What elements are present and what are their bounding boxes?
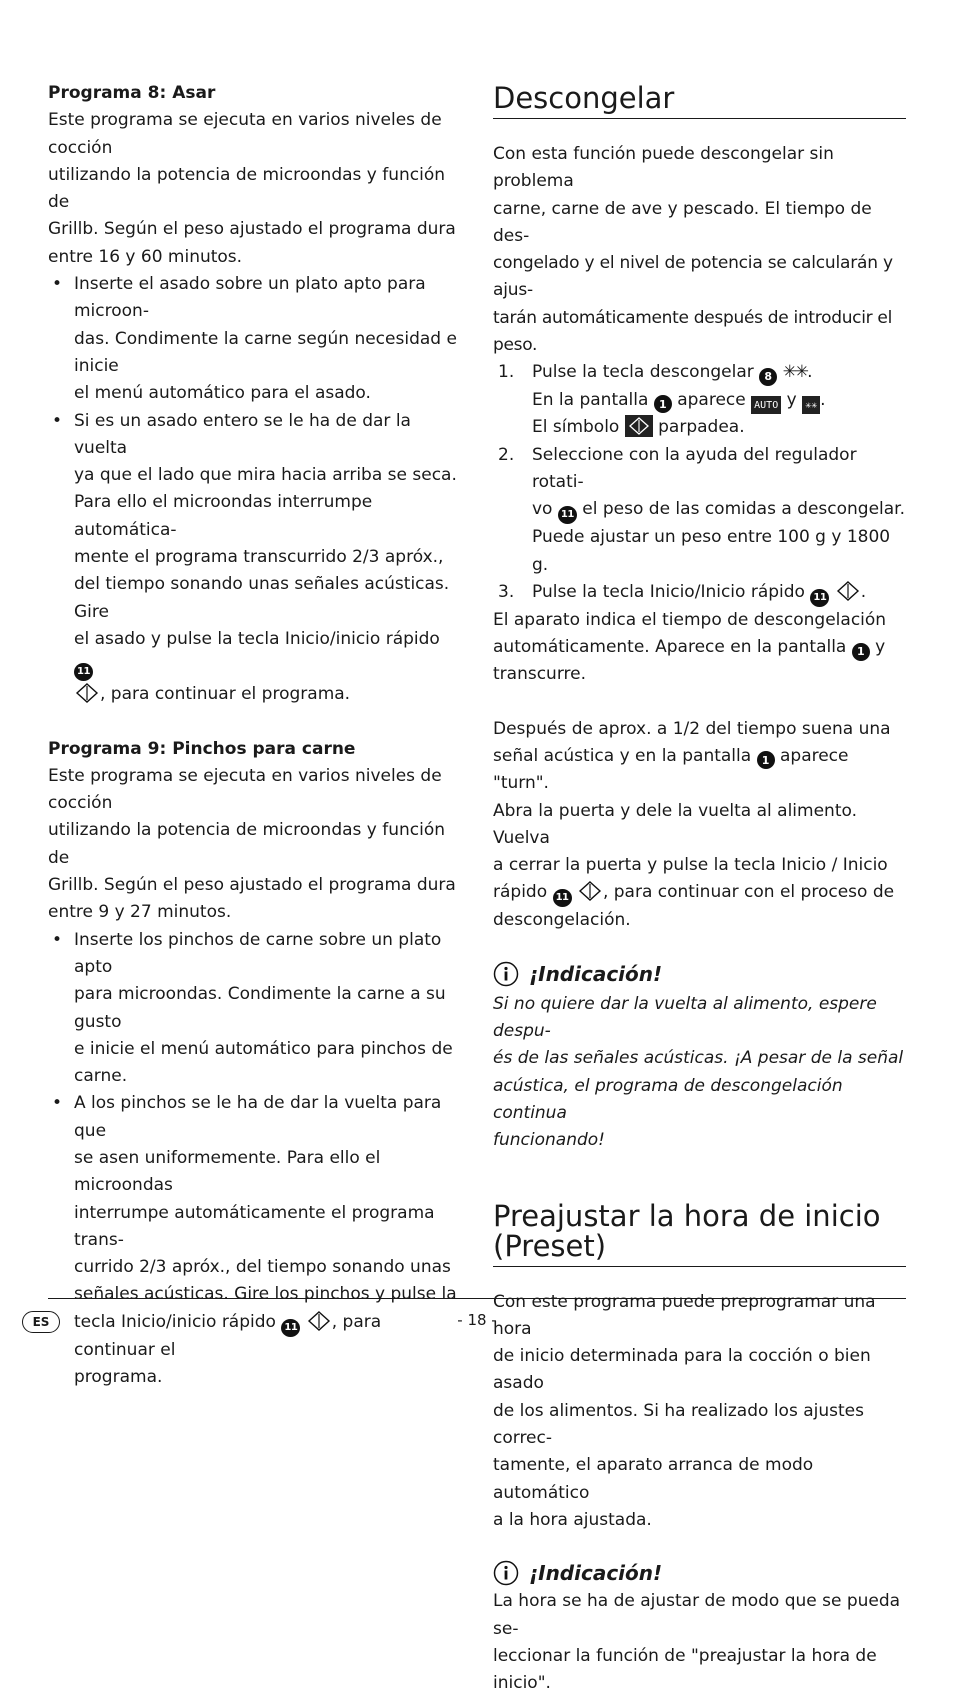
note-text: La hora se ha de ajustar de modo que se pueda se- [493,1591,901,1639]
list-item: 1. Pulse la tecla descongelar 8 ✳✳. En la pantalla 1 aparece AUTO y ✳✳ . El símbolo parpadea. [498,362,826,438]
page-number: - 18 - [457,1311,497,1329]
marker-1-icon: 1 [852,643,870,661]
info-icon [493,961,519,987]
prog8-line: Este programa se ejecuta en varios niveles de cocción [48,110,442,158]
section-title-descongelar: Descongelar [493,83,906,119]
marker-1-icon: 1 [654,395,672,413]
list-item: • Inserte los pinchos de carne sobre un plato apto para microondas. Condimente la carne a su gusto e inicie el menú automático para pinchos de carne. [48,927,460,1091]
prog9-line: Grillb. Según el peso ajustado el programa dura [48,875,456,896]
descongelar-after: transcurre. [493,664,586,685]
prog9-line: entre 9 y 27 minutos. [48,902,232,923]
prog8-line: Grillb. Según el peso ajustado el programa dura [48,219,456,240]
descongelar-para: señal acústica y en la pantalla 1 aparece "turn". [493,745,849,794]
marker-11-icon: 11 [553,889,572,907]
marker-1-icon: 1 [757,751,775,769]
marker-11-icon: 11 [558,506,577,524]
descongelar-para: Abra la puerta y dele la vuelta al alimento. Vuelva [493,800,857,848]
note-text: Si no quiere dar la vuelta al alimento, espere despu- [493,993,877,1042]
descongelar-intro: Con esta función puede descongelar sin problema [493,144,834,192]
marker-11-icon: 11 [810,589,829,607]
prog8-bullets [48,271,460,708]
start-key-icon [835,580,861,602]
marker-8-icon: 8 [759,368,777,386]
prog8-title: Programa 8: Asar [48,83,216,103]
marker-11-icon: 11 [281,1319,300,1337]
descongelar-steps [493,359,906,606]
descongelar-intro: congelado y el nivel de potencia se calcularán y ajus- [493,253,893,301]
descongelar-para: rápido 11 , para continuar con el proceso de [493,879,906,907]
note-text: és de las señales acústicas. ¡A pesar de la señal [493,1048,904,1069]
list-item: 3. Pulse la tecla Inicio/Inicio rápido 11 . [493,579,906,607]
descongelar-intro: carne, carne de ave y pescado. El tiempo de des- [493,198,872,246]
preset-intro: de inicio determinada para la cocción o bien asado [493,1346,871,1394]
defrost-icon: ✳✳ [782,362,808,383]
prog9-line: Este programa se ejecuta en varios niveles de cocción [48,765,442,814]
left-column [48,80,460,1391]
right-column [493,80,906,1697]
note-text: funcionando! [493,1130,605,1151]
descongelar-para: Después de aprox. a 1/2 del tiempo suena una [493,718,891,739]
preset-intro: de los alimentos. Si ha realizado los ajustes correc- [493,1400,864,1449]
start-key-icon [577,880,603,902]
auto-display-icon: AUTO [751,396,781,414]
prog8-line: entre 16 y 60 minutos. [48,246,243,267]
prog9-line: utilizando la potencia de microondas y función de [48,820,446,868]
note-title: ¡Indicación! [493,959,906,989]
descongelar-para: descongelación. [493,910,631,931]
note-text: acústica, el programa de descongelación continua [493,1075,843,1123]
list-item: • A los pinchos se le ha de dar la vuelta para que se asen uniformemente. Para ello el microondas interrumpe automáticamente el programa trans- currido 2/3 apróx., del tiempo sonando unas señales acústicas. Gire los pinchos y pulse la tecla Inicio/inicio rápido 11 , para continuar el programa. [48,1090,460,1391]
list-item: • Inserte el asado sobre un plato apto para microon- das. Condimente la carne según necesidad e inicie el menú automático para el asado. [48,271,460,407]
list-item: 2. Seleccione con la ayuda del regulador rotati- vo 11 el peso de las comidas a descongelar. Puede ajustar un peso entre 100 g y 1800 g. [498,444,906,575]
note-title: ¡Indicación! [493,1558,906,1588]
preset-intro: a la hora ajustada. [493,1509,652,1530]
descongelar-intro: tarán automáticamente después de introducir el peso. [493,307,893,356]
preset-intro: Con este programa puede preprogramar una hora [493,1291,876,1339]
preset-intro: tamente, el aparato arranca de modo automático [493,1455,814,1503]
prog8-line: utilizando la potencia de microondas y función de [48,164,446,213]
info-icon [493,1560,519,1586]
section-title-preset: Preajustar la hora de inicio (Preset) [493,1201,906,1267]
list-item: • Si es un asado entero se le ha de dar la vuelta ya que el lado que mira hacia arriba se seca. Para ello el microondas interrumpe automática- mente el programa transcurrido 2/3 apróx., del tiempo sonando unas señales acústicas. Gire el asado y pulse la tecla Inicio/inicio rápido 11 , para continuar el programa. [48,408,460,709]
language-badge: ES [22,1311,60,1333]
defrost-display-icon: ✳✳ [802,396,820,414]
descongelar-para: a cerrar la puerta y pulse la tecla Inicio / Inicio [493,855,888,876]
start-key-icon [74,682,100,704]
descongelar-after: El aparato indica el tiempo de descongelación [493,609,887,630]
descongelar-after: automáticamente. Aparece en la pantalla 1 y [493,634,906,661]
start-symbol-icon [625,415,653,437]
footer-divider [48,1298,906,1299]
note-text: leccionar la función de "preajustar la hora de inicio". [493,1645,877,1694]
prog9-title: Programa 9: Pinchos para carne [48,738,356,759]
marker-11-icon: 11 [74,663,93,681]
